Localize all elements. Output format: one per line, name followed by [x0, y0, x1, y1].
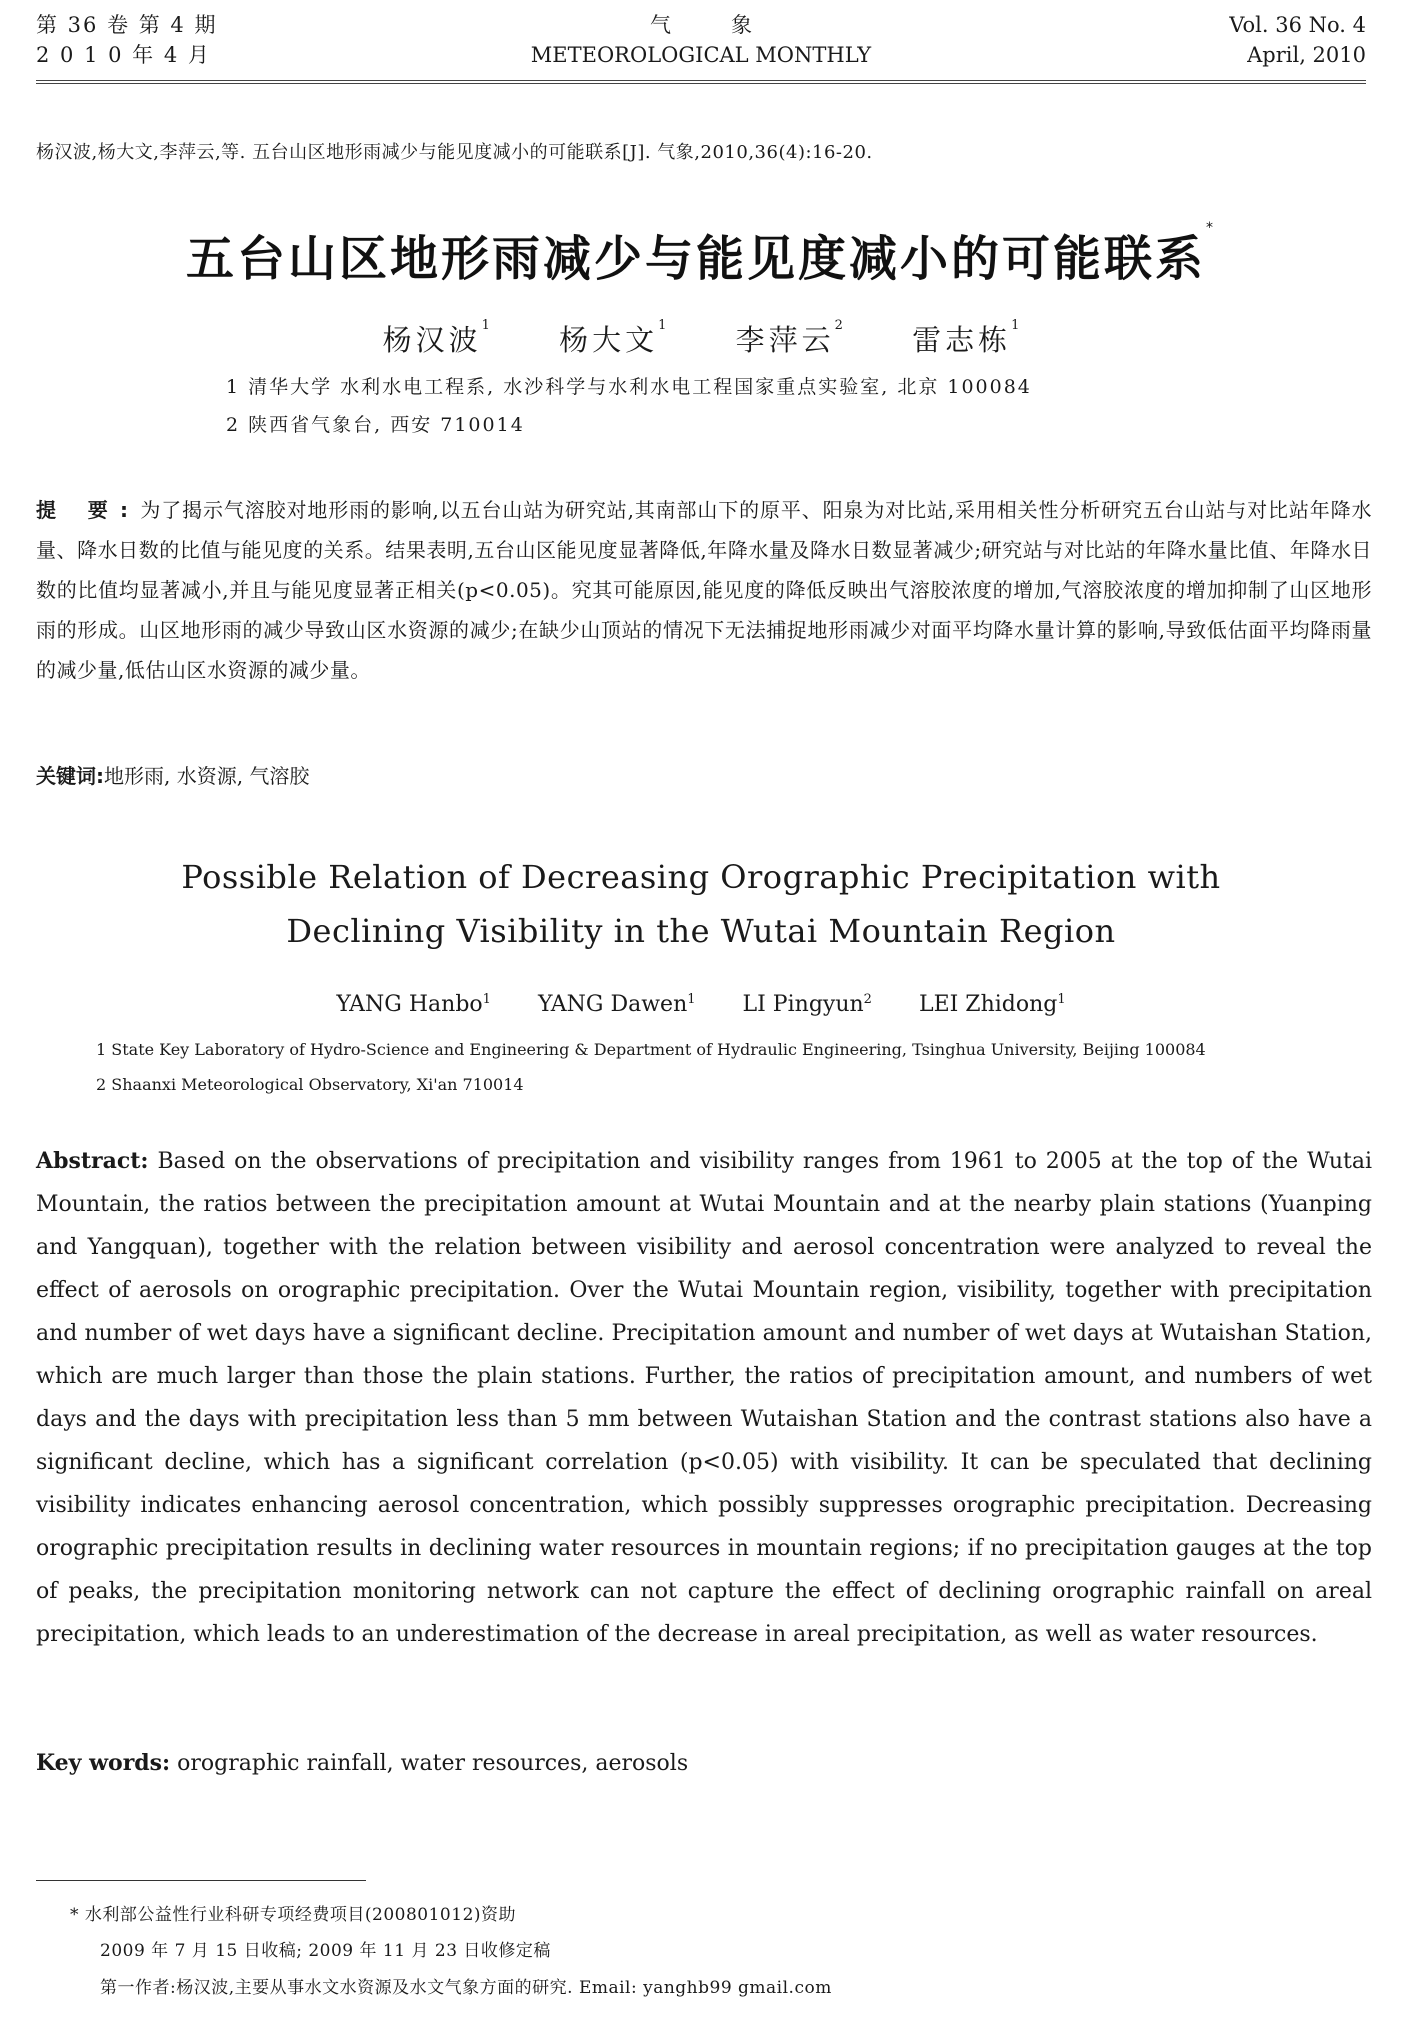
keywords-en-text: orographic rainfall, water resources, aerosols: [177, 1751, 689, 1776]
header-rule: [36, 80, 1366, 81]
journal-name-cn: 气象: [650, 13, 812, 37]
author-en: YANG Dawen$^1$: [537, 992, 696, 1017]
affiliation-en-2: 2 Shaanxi Meteorological Observatory, Xi'an 710014: [96, 1075, 524, 1094]
keywords-en-label: Key words:: [36, 1750, 171, 1776]
footnote-funding: * 水利部公益性行业科研专项经费项目(200801012)资助: [70, 1905, 517, 1925]
abstract-cn-label: 提 要:: [36, 498, 141, 522]
paper-title-cn: [0, 220, 1402, 289]
author-list-cn: [0, 318, 1402, 359]
footnote-dates: 2009 年 7 月 15 日收稿; 2009 年 11 月 23 日收修定稿: [100, 1941, 551, 1961]
affiliation-cn-1: 1 清华大学 水利水电工程系, 水沙科学与水利水电工程国家重点实验室, 北京 100084: [226, 376, 1032, 398]
author-list-en: [0, 992, 1402, 1017]
abstract-en-text: Based on the observations of precipitation and visibility ranges from 1961 to 2005 at the top of the Wutai Mountain, the ratios between the precipitation amount at Wutai Mountain and at the nearby plain stations (Yuanping and Yangquan), together with the relation between visibility and aerosol concentration were analyzed to reveal the effect of aerosols on orographic precipitation. Over the Wutai Mountain region, visibility, together with precipitation and number of wet days have a significant decline. Precipitation amount and number of wet days at Wutaishan Station, which are much larger than those the plain stations. Further, the ratios of precipitation amount, and numbers of wet days and the days with precipitation less than 5 mm between Wutaishan Station and the contrast stations also have a significant decline, which has a significant correlation (p<0.05) with visibility. It can be speculated that declining visibility indicates enhancing aerosol concentration, which possibly suppresses orographic precipitation. Decreasing orographic precipitation results in declining water resources in mountain regions; if no precipitation gauges at the top of peaks, the precipitation monitoring network can not capture the effect of declining orographic rainfall on areal precipitation, which leads to an underestimation of the decrease in areal precipitation, as well as water resources.: [36, 1149, 1372, 1647]
author-cn: 杨大文$^1$: [559, 318, 667, 357]
running-header-right: [1229, 10, 1366, 70]
affiliation-cn-2: 2 陕西省气象台, 西安 710014: [226, 414, 525, 436]
abstract-en-label: Abstract:: [36, 1148, 149, 1174]
paper-title-en-line: Declining Visibility in the Wutai Mountain Region: [286, 912, 1116, 950]
keywords-cn: [36, 760, 309, 789]
paper-title-cn-text: 五台山区地形雨减少与能见度减小的可能联系: [185, 231, 1206, 287]
running-header-center: [0, 10, 1402, 70]
author-cn: 雷志栋$^1$: [912, 318, 1020, 357]
header-rule-double: [36, 83, 1366, 84]
abstract-en: [36, 1140, 1372, 1656]
author-en: LEI Zhidong$^1$: [918, 992, 1066, 1017]
footnote-first-author: 第一作者:杨汉波,主要从事水文水资源及水文气象方面的研究. Email: yanghb99 gmail.com: [100, 1978, 832, 1998]
affiliation-en-1: 1 State Key Laboratory of Hydro-Science and Engineering & Department of Hydraulic Engineering, Tsinghua University, Beijing 100084: [96, 1040, 1206, 1059]
abstract-cn: [36, 490, 1372, 690]
author-en: LI Pingyun$^2$: [742, 992, 872, 1017]
issue-date-cn: 2 0 1 0 年 4 月: [36, 43, 211, 67]
keywords-cn-text: 地形雨, 水资源, 气溶胶: [104, 764, 310, 788]
footnote-rule: [36, 1880, 366, 1881]
journal-name-en: METEOROLOGICAL MONTHLY: [530, 43, 872, 67]
author-en: YANG Hanbo$^1$: [336, 992, 491, 1017]
abstract-cn-text: 为了揭示气溶胶对地形雨的影响,以五台山站为研究站,其南部山下的原平、阳泉为对比站,采用相关性分析研究五台山站与对比站年降水量、降水日数的比值与能见度的关系。结果表明,五台山区能见度显著降低,年降水量及降水日数显著减少;研究站与对比站的年降水量比值、年降水日数的比值均显著减小,并且与能见度显著正相关(p<0.05)。究其可能原因,能见度的降低反映出气溶胶浓度的增加,气溶胶浓度的增加抑制了山区地形雨的形成。山区地形雨的减少导致山区水资源的减少;在缺少山顶站的情况下无法捕捉地形雨减少对面平均降水量计算的影响,导致低估面平均降雨量的减少量,低估山区水资源的减少量。: [36, 498, 1372, 682]
issue-date-en: April, 2010: [1247, 43, 1366, 67]
author-cn: 李萍云$^2$: [735, 318, 843, 357]
issue-volume-cn: 第 36 卷 第 4 期: [36, 13, 218, 37]
paper-title-en: [0, 850, 1402, 958]
citation-line: 杨汉波,杨大文,李萍云,等. 五台山区地形雨减少与能见度减小的可能联系[J]. 气象,2010,36(4):16-20.: [36, 142, 873, 163]
issue-volume-en: Vol. 36 No. 4: [1229, 13, 1366, 37]
author-cn: 杨汉波$^1$: [382, 318, 490, 357]
title-footnote-mark: *: [1206, 220, 1216, 236]
keywords-en: [36, 1750, 688, 1776]
paper-title-en-line: Possible Relation of Decreasing Orographic Precipitation with: [181, 858, 1221, 896]
keywords-cn-label: 关键词:: [36, 764, 104, 788]
